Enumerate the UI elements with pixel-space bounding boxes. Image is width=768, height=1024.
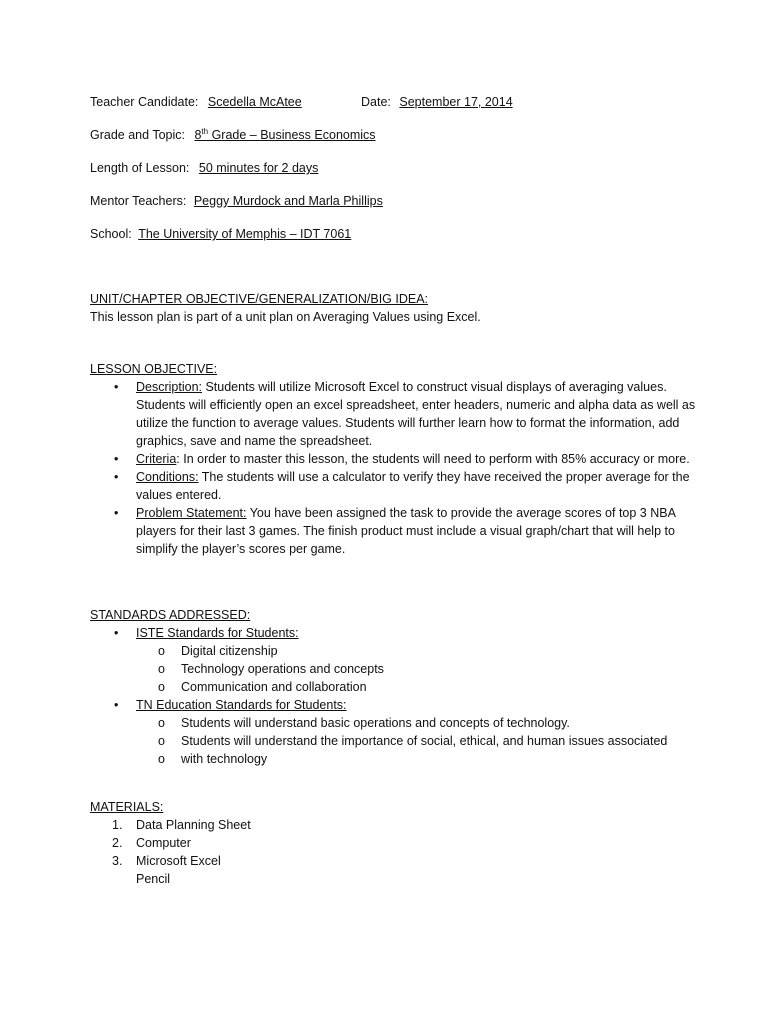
- grade-topic-label: Grade and Topic:: [90, 128, 185, 142]
- criteria-text: : In order to master this lesson, the students will need to perform with 85% accuracy or more.: [176, 452, 690, 466]
- tn-sub-item: [90, 714, 667, 732]
- lesson-objective-list: [90, 378, 696, 558]
- sub-bullet-icon: o: [158, 680, 165, 694]
- description-text: Students will utilize Microsoft Excel to construct visual displays of averaging values. Students will efficiently open an excel spreadsheet, enter headers, numeric and alpha data as well as utilize the function to average values. Students will further learn how to format the information, add graphics, save and name the spreadsheet.: [136, 380, 696, 448]
- date-value: September 17, 2014: [399, 95, 513, 109]
- material-item: [90, 816, 251, 834]
- mentor-line: [90, 192, 383, 210]
- length-label: Length of Lesson:: [90, 161, 190, 175]
- teacher-candidate-label: Teacher Candidate:: [90, 95, 199, 109]
- length-line: [90, 159, 318, 177]
- bullet-icon: •: [114, 626, 119, 640]
- materials-list: [90, 816, 251, 888]
- iste-sub-item: [90, 660, 384, 678]
- sub-bullet-icon: o: [158, 752, 165, 766]
- lesson-objective-title: LESSON OBJECTIVE:: [90, 362, 218, 376]
- tn-sub-item: [90, 732, 667, 750]
- teacher-candidate-value: Scedella McAtee: [207, 95, 302, 109]
- grade-topic-line: [90, 126, 376, 144]
- bullet-icon: •: [114, 470, 119, 484]
- lesson-criteria-item: [90, 450, 696, 468]
- iste-sub-item: [90, 642, 384, 660]
- problem-statement-label: Problem Statement:: [136, 506, 247, 520]
- iste-sub-list: [90, 642, 384, 696]
- iste-label: ISTE Standards for Students:: [136, 626, 299, 640]
- grade-number: 8: [194, 128, 202, 142]
- mentor-value: Peggy Murdock and Marla Phillips: [193, 194, 383, 208]
- iste-sub-text: Digital citizenship: [181, 644, 278, 658]
- material-text: Computer: [136, 836, 191, 850]
- material-extra: Pencil: [136, 872, 171, 886]
- sub-bullet-icon: o: [158, 662, 165, 676]
- iste-sub-text: Technology operations and concepts: [181, 662, 384, 676]
- unit-objective-title: UNIT/CHAPTER OBJECTIVE/GENERALIZATION/BIG IDEA:: [90, 292, 429, 306]
- bullet-icon: •: [114, 698, 119, 712]
- grade-suffix: th: [201, 126, 209, 136]
- tn-sub-text: with technology: [181, 752, 268, 766]
- tn-standards-item: [90, 696, 696, 714]
- school-label: School:: [90, 227, 132, 241]
- school-value: The University of Memphis – IDT 7061: [138, 227, 352, 241]
- tn-sub-item: [90, 750, 667, 768]
- date-label: Date:: [361, 95, 391, 109]
- material-number: 2.: [112, 836, 123, 850]
- sub-bullet-icon: o: [158, 644, 165, 658]
- teacher-candidate-line: [90, 93, 302, 111]
- lesson-description-item: [90, 378, 696, 450]
- material-text: Microsoft Excel: [136, 854, 221, 868]
- tn-sub-list: [90, 714, 667, 768]
- school-line: [90, 225, 351, 243]
- tn-sub-text: Students will understand basic operations and concepts of technology.: [181, 716, 570, 730]
- sub-bullet-icon: o: [158, 734, 165, 748]
- conditions-label: Conditions:: [136, 470, 199, 484]
- mentor-label: Mentor Teachers:: [90, 194, 187, 208]
- sub-bullet-icon: o: [158, 716, 165, 730]
- bullet-icon: •: [114, 506, 119, 520]
- tn-sub-text: Students will understand the importance of social, ethical, and human issues associated: [181, 734, 668, 748]
- date-line: [361, 93, 513, 111]
- length-value: 50 minutes for 2 days: [198, 161, 319, 175]
- bullet-icon: •: [114, 380, 119, 394]
- conditions-text: The students will use a calculator to verify they have received the proper average for the values entered.: [136, 470, 690, 502]
- material-item: [90, 834, 251, 852]
- iste-sub-text: Communication and collaboration: [181, 680, 367, 694]
- grade-topic-value: [194, 128, 375, 142]
- lesson-problem-statement-item: [90, 504, 696, 558]
- material-item: [90, 852, 251, 870]
- lesson-conditions-item: [90, 468, 696, 504]
- tn-label: TN Education Standards for Students:: [136, 698, 347, 712]
- standards-title: STANDARDS ADDRESSED:: [90, 608, 251, 622]
- materials-title: MATERIALS:: [90, 800, 164, 814]
- iste-sub-item: [90, 678, 384, 696]
- unit-objective-text: This lesson plan is part of a unit plan on Averaging Values using Excel.: [90, 310, 481, 324]
- material-number: 3.: [112, 854, 123, 868]
- tn-standards-list: [90, 696, 696, 714]
- material-number: 1.: [112, 818, 123, 832]
- material-text: Data Planning Sheet: [136, 818, 251, 832]
- bullet-icon: •: [114, 452, 119, 466]
- iste-standards-item: [90, 624, 696, 642]
- standards-list: [90, 624, 696, 642]
- criteria-label: Criteria: [136, 452, 177, 466]
- grade-rest: Grade – Business Economics: [208, 128, 376, 142]
- description-label: Description:: [136, 380, 202, 394]
- problem-statement-text: You have been assigned the task to provide the average scores of top 3 NBA players for their last 3 games. The finish product must include a visual graph/chart that will help to simplify the player’s scores per game.: [136, 506, 676, 556]
